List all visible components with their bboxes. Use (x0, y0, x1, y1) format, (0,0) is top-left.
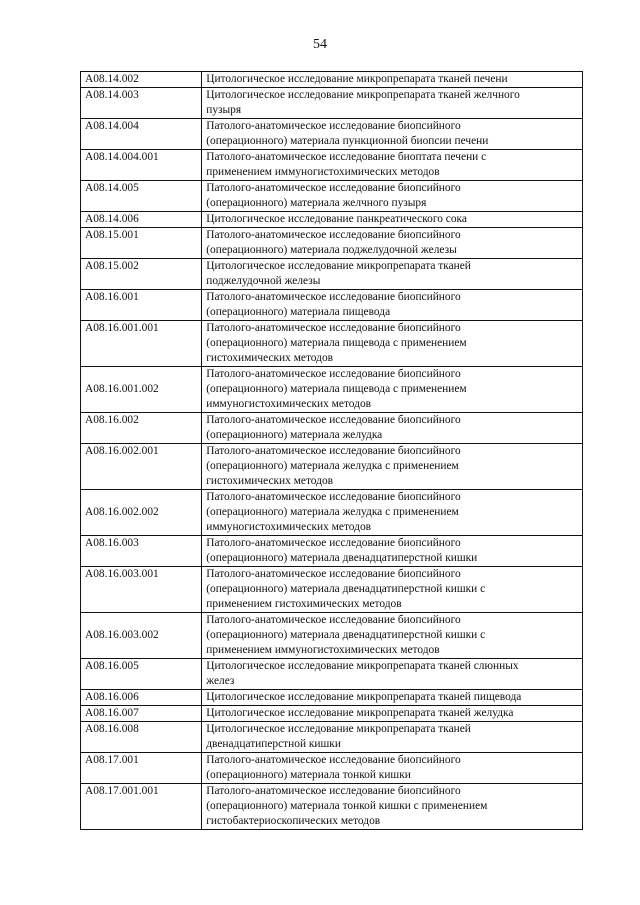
table-row (81, 613, 583, 659)
table-row (81, 784, 583, 830)
service-description: Патолого-анатомическое исследование биопсийного (операционного) материала желудка с применением гистохимических методов (202, 444, 583, 490)
service-description: Цитологическое исследование микропрепарата тканей печени (202, 72, 583, 88)
table-row (81, 72, 583, 88)
service-code: А08.15.001 (81, 228, 202, 259)
service-description: Цитологическое исследование микропрепарата тканей пищевода (202, 690, 583, 706)
service-description: Цитологическое исследование микропрепарата тканей желчного пузыря (202, 88, 583, 119)
service-description: Патолого-анатомическое исследование биоптата печени с применением иммуногистохимических методов (202, 150, 583, 181)
service-code: А08.14.002 (81, 72, 202, 88)
table-row (81, 490, 583, 536)
service-code: А08.14.004.001 (81, 150, 202, 181)
service-description: Патолого-анатомическое исследование биопсийного (операционного) материала пункционной биопсии печени (202, 119, 583, 150)
table-row (81, 150, 583, 181)
service-description: Патолого-анатомическое исследование биопсийного (операционного) материала двенадцатиперстной кишки с применением иммуногистохимических методов (202, 613, 583, 659)
service-description: Патолого-анатомическое исследование биопсийного (операционного) материала тонкой кишки с применением гистобактериоскопических методов (202, 784, 583, 830)
service-description: Цитологическое исследование панкреатического сока (202, 212, 583, 228)
service-code: А08.14.004 (81, 119, 202, 150)
service-code: А08.16.001 (81, 290, 202, 321)
table-row (81, 367, 583, 413)
service-description: Патолого-анатомическое исследование биопсийного (операционного) материала желудка (202, 413, 583, 444)
service-code: А08.14.003 (81, 88, 202, 119)
service-description: Цитологическое исследование микропрепарата тканей желудка (202, 706, 583, 722)
service-code: А08.16.006 (81, 690, 202, 706)
service-description: Патолого-анатомическое исследование биопсийного (операционного) материала желудка с применением иммуногистохимических методов (202, 490, 583, 536)
service-code: А08.15.002 (81, 259, 202, 290)
service-code: А08.17.001.001 (81, 784, 202, 830)
table-row (81, 259, 583, 290)
service-code: А08.16.007 (81, 706, 202, 722)
service-code: А08.16.002.001 (81, 444, 202, 490)
table-row (81, 212, 583, 228)
table-row (81, 119, 583, 150)
table-row (81, 181, 583, 212)
service-description: Патолого-анатомическое исследование биопсийного (операционного) материала пищевода (202, 290, 583, 321)
table-row (81, 659, 583, 690)
service-code: А08.16.001.002 (81, 367, 202, 413)
service-description: Цитологическое исследование микропрепарата тканей слюнных желез (202, 659, 583, 690)
service-code-table (80, 71, 583, 830)
service-description: Патолого-анатомическое исследование биопсийного (операционного) материала пищевода с применением гистохимических методов (202, 321, 583, 367)
service-code: А08.16.005 (81, 659, 202, 690)
table-row (81, 88, 583, 119)
service-description: Патолого-анатомическое исследование биопсийного (операционного) материала поджелудочной железы (202, 228, 583, 259)
service-description: Патолого-анатомическое исследование биопсийного (операционного) материала желчного пузыря (202, 181, 583, 212)
table-row (81, 690, 583, 706)
service-description: Патолого-анатомическое исследование биопсийного (операционного) материала пищевода с применением иммуногистохимических методов (202, 367, 583, 413)
service-description: Цитологическое исследование микропрепарата тканей поджелудочной железы (202, 259, 583, 290)
service-description: Патолого-анатомическое исследование биопсийного (операционного) материала двенадцатиперстной кишки с применением гистохимических методов (202, 567, 583, 613)
service-code: А08.16.002.002 (81, 490, 202, 536)
service-code: А08.16.003.002 (81, 613, 202, 659)
service-code: А08.16.001.001 (81, 321, 202, 367)
service-code: А08.14.005 (81, 181, 202, 212)
table-row (81, 753, 583, 784)
table-row (81, 321, 583, 367)
service-code: А08.17.001 (81, 753, 202, 784)
table-row (81, 567, 583, 613)
service-code: А08.16.003.001 (81, 567, 202, 613)
service-code: А08.16.002 (81, 413, 202, 444)
table-row (81, 228, 583, 259)
service-code: А08.16.003 (81, 536, 202, 567)
service-description: Цитологическое исследование микропрепарата тканей двенадцатиперстной кишки (202, 722, 583, 753)
table-row (81, 536, 583, 567)
table-row (81, 290, 583, 321)
service-description: Патолого-анатомическое исследование биопсийного (операционного) материала тонкой кишки (202, 753, 583, 784)
table-row (81, 706, 583, 722)
service-code: А08.14.006 (81, 212, 202, 228)
table-row (81, 413, 583, 444)
table-row (81, 722, 583, 753)
page-number: 54 (313, 37, 327, 52)
service-code: А08.16.008 (81, 722, 202, 753)
service-description: Патолого-анатомическое исследование биопсийного (операционного) материала двенадцатиперстной кишки (202, 536, 583, 567)
table-row (81, 444, 583, 490)
